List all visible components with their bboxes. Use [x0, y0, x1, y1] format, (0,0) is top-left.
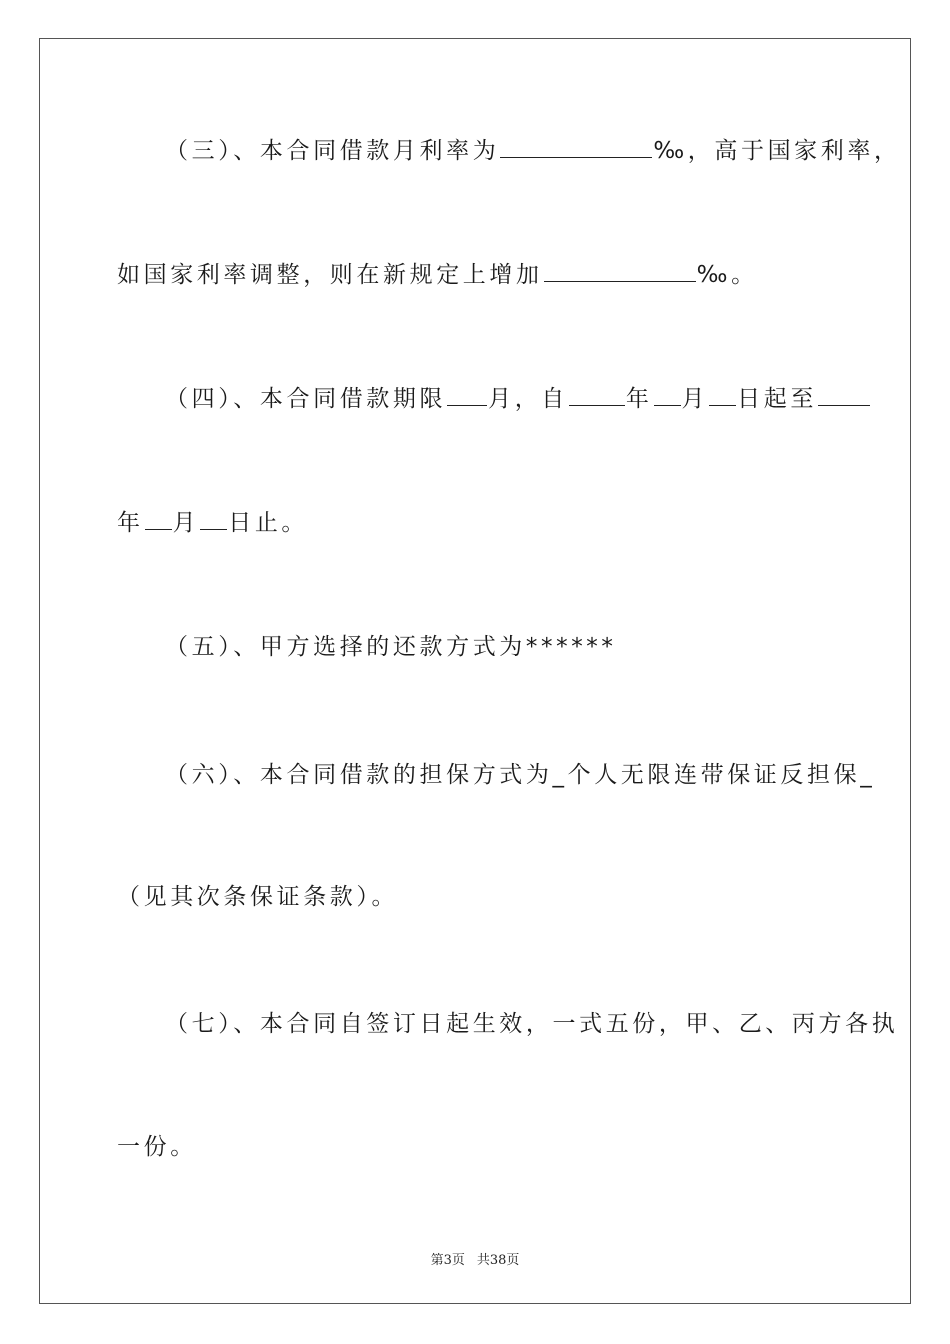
- page-border: [39, 38, 911, 1304]
- clause-6-line-1: （六）、本合同借款的担保方式为_个人无限连带保证反担保_: [165, 762, 876, 788]
- blank-rate: [500, 139, 652, 158]
- blank-start-month: [654, 387, 681, 406]
- page-footer: [0, 1249, 950, 1268]
- clause-3-continued-end: ‰。: [696, 262, 758, 288]
- blank-months: [447, 387, 487, 406]
- clause-3-continued: 如国家利率调整，则在新规定上增加: [117, 262, 543, 288]
- clause-4-text: （四）、本合同借款期限: [165, 386, 447, 412]
- clause-5: （五）、甲方选择的还款方式为******: [165, 634, 617, 660]
- clause-6-line-2: （见其次条保证条款）。: [117, 884, 399, 910]
- blank-end-year: [818, 387, 870, 406]
- clause-7-line-1: （七）、本合同自签订日起生效，一式五份，甲、乙、丙方各执: [165, 1011, 899, 1037]
- clause-4-year: 年: [625, 386, 653, 412]
- blank-start-year: [569, 387, 625, 406]
- clause-4-month: 月: [681, 386, 709, 412]
- clause-7-line-2: 一份。: [117, 1134, 197, 1160]
- clause-4-month-from: 月，自: [488, 386, 568, 412]
- clause-4-line-2: [117, 509, 308, 537]
- clause-4-day-to: 日起至: [737, 386, 817, 412]
- page-number: 第3页: [430, 1253, 465, 1268]
- page-total: 共38页: [476, 1253, 520, 1268]
- clause-4-end-month: 月: [172, 510, 200, 536]
- blank-end-month: [145, 511, 172, 530]
- blank-start-day: [709, 387, 736, 406]
- clause-3-text-end: ‰，高于国家利率，: [653, 138, 901, 164]
- clause-4-line-1: [165, 385, 871, 413]
- blank-increase: [544, 263, 696, 282]
- blank-end-day: [200, 511, 227, 530]
- clause-3-line-1: [165, 137, 901, 165]
- clause-3-line-2: [117, 261, 758, 289]
- clause-3-text: （三）、本合同借款月利率为: [165, 138, 500, 164]
- clause-4-end-year: 年: [117, 510, 144, 536]
- clause-4-end-day: 日止。: [228, 510, 309, 536]
